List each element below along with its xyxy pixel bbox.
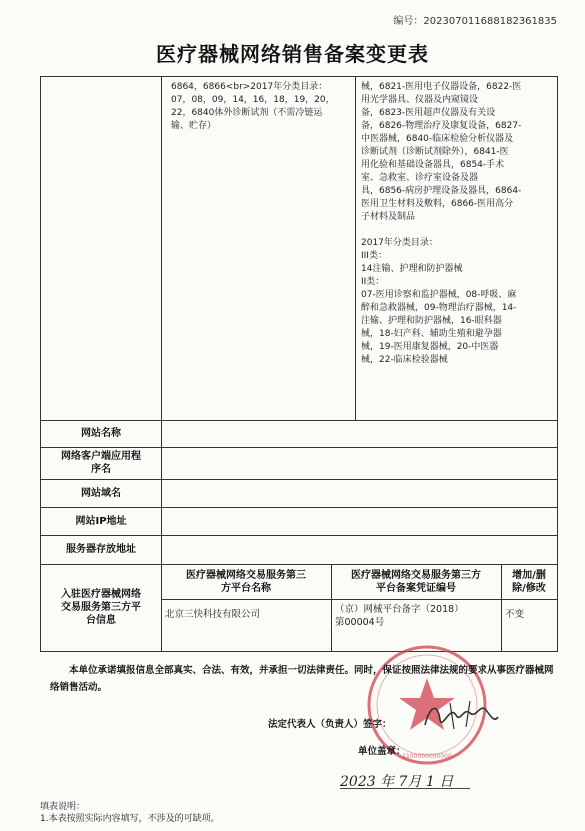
domain-value <box>161 479 557 507</box>
business-scope-right: 械，6821-医用电子仪器设备，6822-医 用光学器具、仪器及内窥镜设 备，6823-医用超声仪器及有关设 备，6826-物理治疗及康复设备，6827- 中医器械，6840-临床检验分析仪器及 诊断试剂（诊断试剂除外），6841-医 用化验和基础设备器具，6854-手术 室、急救室、诊疗室设备及器 具，6856-病房护理设备及器具，6864- 医用卫生材料及敷料，6866-医用高分 子材料及制品 2017年分类目录： III类： 14注输、护理和防护器械 II类： 07-医用诊察和监护器械，08-呼吸、麻 醉和急救器械，09-物理治疗器械，14- 注输、护理和防护器械，16-眼科器 械，18-妇产科、辅助生殖和避孕器 械，19-医用康复器械，20-中医器 械，22-临床检验器械 <box>361 82 522 365</box>
third-party-label: 入驻医疗器械网络 交易服务第三方平 台信息 <box>61 589 141 626</box>
server-value <box>161 535 557 564</box>
platform-record-value: （京）网械平台备字（2018） 第00004号 <box>335 604 464 628</box>
page-title: 医疗器械网络销售备案变更表 <box>156 42 429 66</box>
document-number: 编号：20230701168818236​1835 <box>393 16 557 27</box>
notes-title: 填表说明： <box>40 802 86 812</box>
ip-label: 网站IP地址 <box>75 515 127 527</box>
ip-value <box>161 507 557 535</box>
server-label: 服务器存放地址 <box>66 544 136 555</box>
change-form-table <box>40 76 558 652</box>
app-name-label: 网络客户端应用程 序名 <box>61 451 141 475</box>
date-underline <box>340 788 470 789</box>
notes-item-1: 1.本表按照实际内容填写，不涉及的可缺项。 <box>40 814 220 824</box>
handwritten-signature <box>420 695 500 735</box>
website-name-label: 网站名称 <box>81 428 121 439</box>
svg-text:1100000000000: 1100000000000 <box>402 753 452 760</box>
website-name-value <box>161 420 557 447</box>
change-type-header: 增加/删 除/修改 <box>512 569 546 594</box>
legal-rep-label: 法定代表人（负责人）签字： <box>268 719 392 730</box>
platform-record-header: 医疗器械网络交易服务第三方 平台备案凭证编号 <box>351 569 481 594</box>
seal-label: 单位盖章： <box>358 746 406 757</box>
commitment-statement: 本单位承诺填报信息全部真实、合法、有效，并承担一切法律责任。同时，保证按照法律法规的要求从事医疗器械网络销售活动。 <box>50 665 554 693</box>
domain-label: 网站域名 <box>81 487 121 499</box>
app-name-value <box>161 447 557 479</box>
business-scope-left: 6864，6866<br>2017年分类目录： 07，08，09，14，16，18，19，20， 22，6840体外诊断试剂（不需冷链运 输、贮存） <box>171 82 335 131</box>
signing-date: 2023 年 7月 1 日 <box>340 774 454 790</box>
platform-name-value: 北京三快科技有限公司 <box>165 609 261 620</box>
filling-notes <box>40 801 220 825</box>
platform-name-header: 医疗器械网络交易服务第三 方平台名称 <box>186 569 306 594</box>
change-type-value: 不变 <box>505 609 525 620</box>
